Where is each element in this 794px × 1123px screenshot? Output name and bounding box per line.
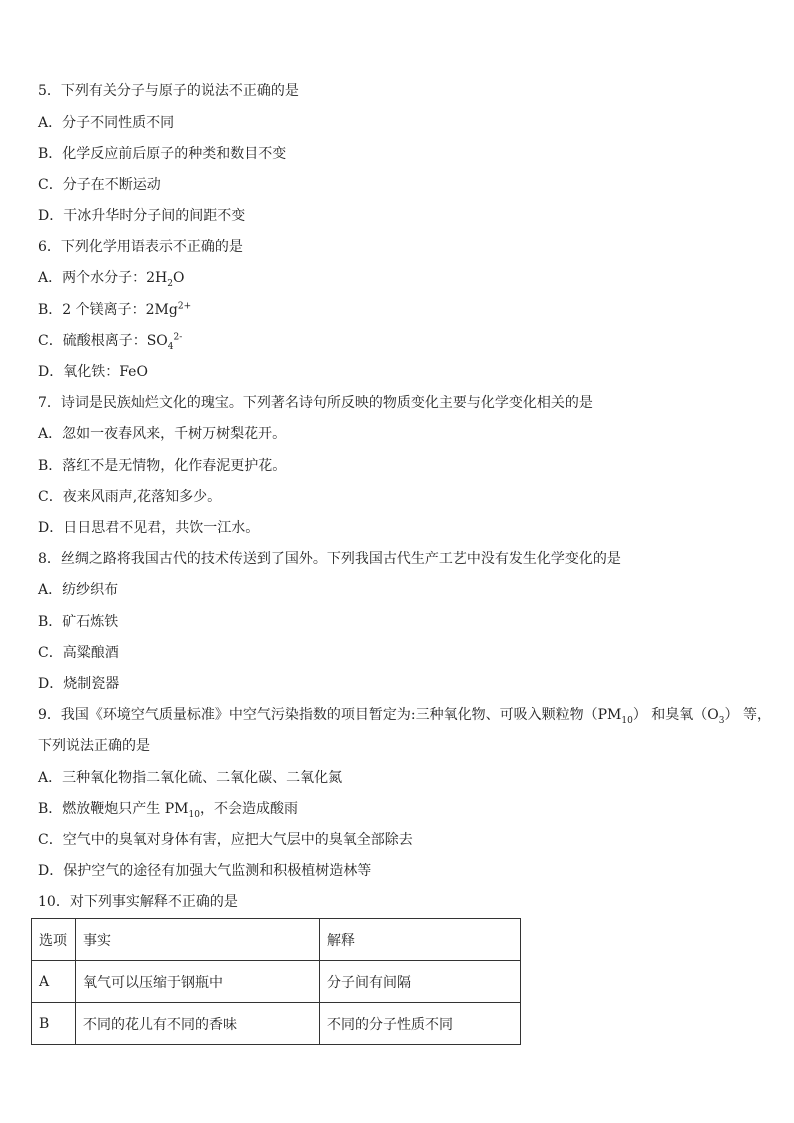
q9-option-b: B．燃放鞭炮只产生 $PM_{10}$，不会造成酸雨	[38, 801, 298, 820]
q8-option-b: B．矿石炼铁	[38, 614, 119, 630]
q8-option-d: D．烧制瓷器	[38, 676, 120, 692]
table-cell: 不同的分子性质不同	[320, 1003, 521, 1045]
table-header-cell: 事实	[76, 919, 320, 961]
table-header-cell: 选项	[32, 919, 76, 961]
table-row	[32, 1003, 521, 1045]
q10-stem: 10．对下列事实解释不正确的是	[38, 894, 238, 910]
q5-option-a: A．分子不同性质不同	[38, 115, 175, 131]
table-cell: B	[32, 1003, 76, 1045]
q5-option-c: C．分子在不断运动	[38, 177, 161, 193]
q7-stem: 7．诗词是民族灿烂文化的瑰宝。下列著名诗句所反映的物质变化主要与化学变化相关的是	[38, 395, 593, 411]
q8-stem: 8．丝绸之路将我国古代的技术传送到了国外。下列我国古代生产工艺中没有发生化学变化的是	[38, 551, 621, 567]
table-cell: 氧气可以压缩于钢瓶中	[76, 961, 320, 1003]
q6-option-c: C．硫酸根离子：$SO_4^{2-}$	[38, 332, 183, 352]
q5-option-b: B．化学反应前后原子的种类和数目不变	[38, 146, 287, 162]
table-header-cell: 解释	[320, 919, 521, 961]
q9-option-a: A．三种氧化物指二氧化硫、二氧化碳、二氧化氮	[38, 770, 343, 786]
q7-option-a: A．忽如一夜春风来，千树万树梨花开。	[38, 426, 287, 442]
table-row	[32, 961, 521, 1003]
q9-option-d: D．保护空气的途径有加强大气监测和积极植树造林等	[38, 863, 372, 879]
table-cell: 不同的花儿有不同的香味	[76, 1003, 320, 1045]
q9-stem-continued: 下列说法正确的是	[38, 738, 150, 754]
q5-option-d: D．干冰升华时分子间的间距不变	[38, 208, 246, 224]
q6-stem: 6．下列化学用语表示不正确的是	[38, 239, 243, 255]
q7-option-b: B．落红不是无情物，化作春泥更护花。	[38, 458, 287, 474]
q9-stem: 9．我国《环境空气质量标准》中空气污染指数的项目暂定为:三种氧化物、可吸入颗粒物$(PM_{10})$ 和臭氧$(O_3)$ 等，	[38, 707, 771, 726]
q5-stem: 5．下列有关分子与原子的说法不正确的是	[38, 83, 299, 99]
q8-option-c: C．高粱酿酒	[38, 645, 119, 661]
table-cell: A	[32, 961, 76, 1003]
q8-option-a: A．纺纱织布	[38, 582, 119, 598]
q7-option-d: D．日日思君不见君，共饮一江水。	[38, 520, 260, 536]
q10-table	[31, 918, 521, 1045]
q6-option-b: B．2 个镁离子：$2Mg^{2+}$	[38, 301, 192, 318]
q7-option-c: C．夜来风雨声,花落知多少。	[38, 489, 222, 505]
q9-option-c: C．空气中的臭氧对身体有害，应把大气层中的臭氧全部除去	[38, 832, 413, 848]
q6-option-d: D．氧化铁：FeO	[38, 364, 148, 380]
table-cell: 分子间有间隔	[320, 961, 521, 1003]
table-header-row	[32, 919, 521, 961]
q6-option-a: A．两个水分子：$2H_2O$	[38, 270, 185, 289]
